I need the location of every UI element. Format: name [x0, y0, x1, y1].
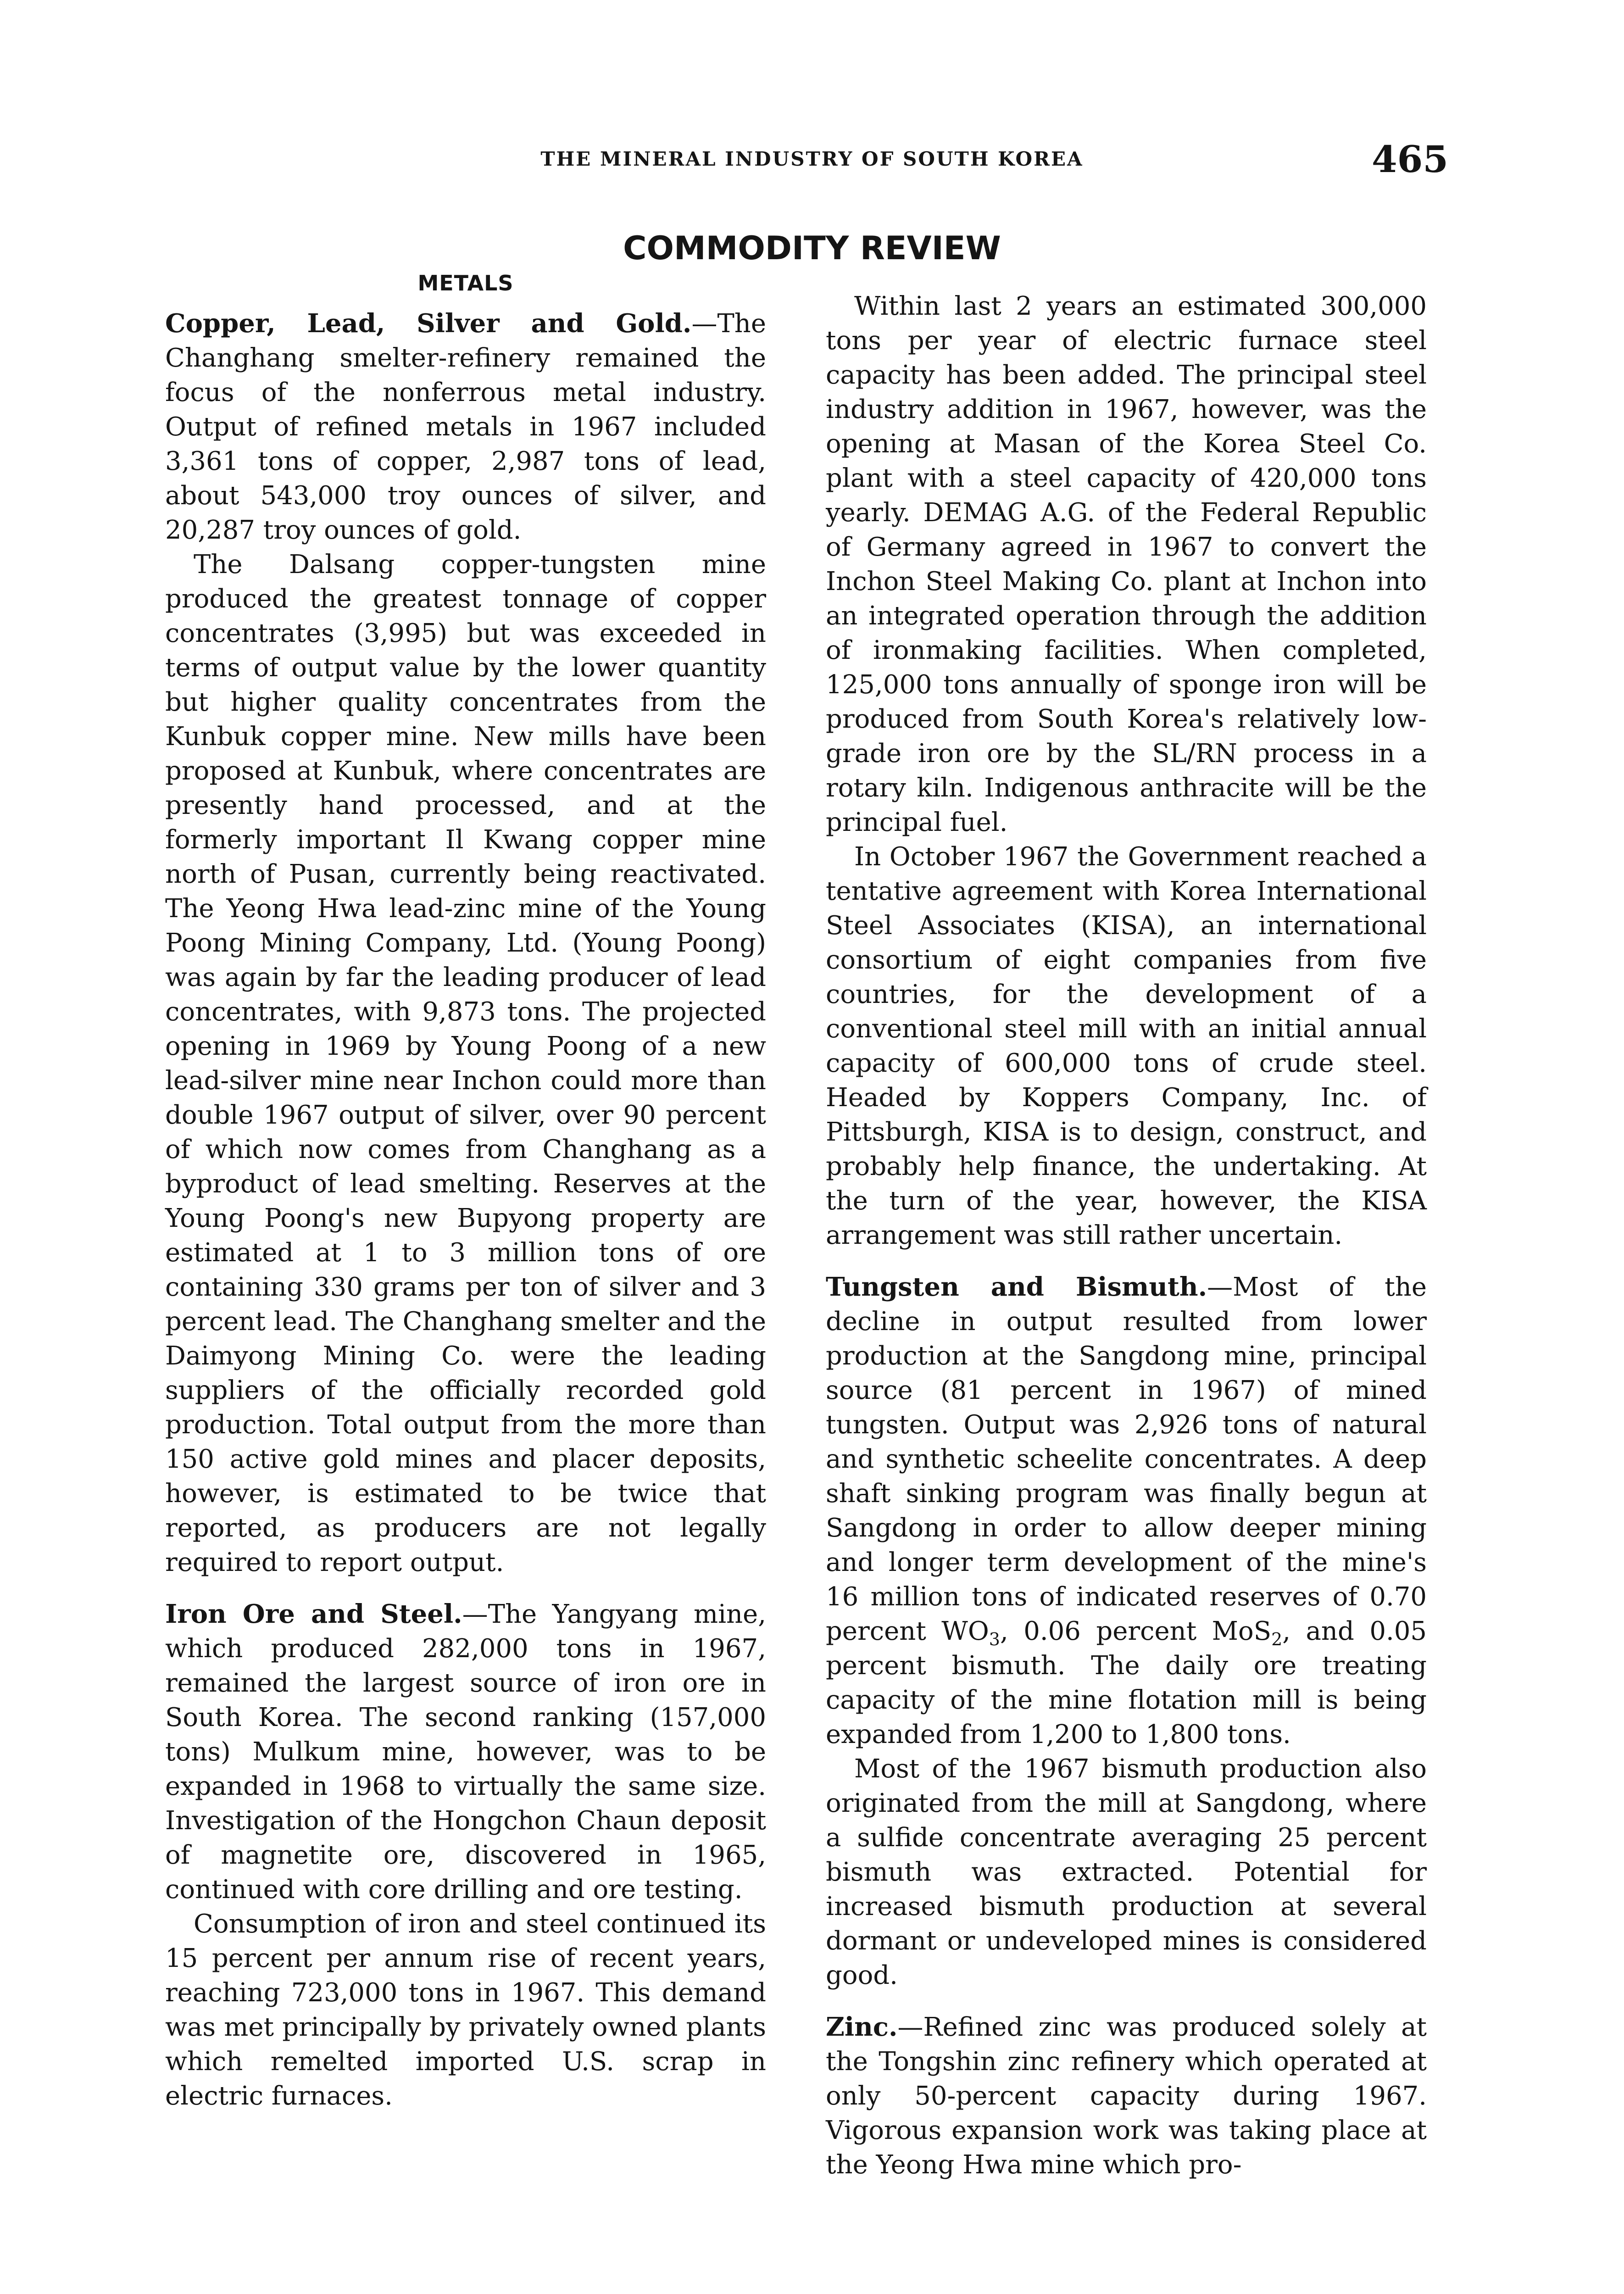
wo3-subscript: 3: [989, 1629, 1000, 1650]
zinc-paragraph: [826, 2010, 1427, 2182]
tungsten-text-b: , 0.06 percent MoS: [1000, 1616, 1272, 1646]
zinc-subhead: Zinc.: [826, 2012, 898, 2042]
kisa-paragraph: In October 1967 the Government reached a tentative agreement with Korea International Steel Associates (KISA), an international consortium of eight companies from five countries, for the development of a conventional steel mill with an initial annual capacity of 600,000 tons of crude steel. Headed by Koppers Company, Inc. of Pittsburgh, KISA is to design, construct, and probably help finance, the undertaking. At the turn of the year, however, the KISA arrangement was still rather uncertain.: [826, 842, 1427, 1250]
dalsang-paragraph: The Dalsang copper-tungsten mine produced the greatest tonnage of copper concentrates (3,995) but was exceeded in terms of output value by the lower quantity but higher quality concentrates from the Kunbuk copper mine. New mills have been proposed at Kunbuk, where concentrates are presently hand processed, and at the formerly important Il Kwang copper mine north of Pusan, currently being reactivated. The Yeong Hwa lead-zinc mine of the Young Poong Mining Company, Ltd. (Young Poong) was again by far the leading producer of lead concentrates, with 9,873 tons. The projected opening in 1969 by Young Poong of a new lead-silver mine near Inchon could more than double 1967 output of silver, over 90 percent of which now comes from Changhang as a byproduct of lead smelting. Reserves at the Young Poong's new Bupyong property are estimated at 1 to 3 million tons of ore containing 330 grams per ton of silver and 3 percent lead. The Changhang smelter and the Daimyong Mining Co. were the leading suppliers of the officially recorded gold production. Total output from the more than 150 active gold mines and placer deposits, however, is estimated to be twice that reported, as producers are not legally required to report output.: [165, 550, 766, 1577]
electric-furnace-paragraph: Within last 2 years an estimated 300,000 tons per year of electric furnace steel capacity has been added. The principal steel industry addition in 1967, however, was the opening at Masan of the Korea Steel Co. plant with a steel capacity of 420,000 tons yearly. DEMAG A.G. of the Federal Republic of Germany agreed in 1967 to convert the Inchon Steel Making Co. plant at Inchon into an integrated operation through the addition of ironmaking facilities. When completed, 125,000 tons annually of sponge iron will be produced from South Korea's relatively low-grade iron ore by the SL/RN process in a rotary kiln. Indigenous anthracite will be the principal fuel.: [826, 291, 1427, 837]
section-title: COMMODITY REVIEW: [623, 229, 1001, 267]
iron-ore-steel-subhead: Iron Ore and Steel.: [165, 1599, 462, 1629]
tungsten-bismuth-subhead: Tungsten and Bismuth.: [826, 1272, 1207, 1302]
consumption-paragraph: Consumption of iron and steel continued its 15 percent per annum rise of recent years, reaching 723,000 tons in 1967. This demand was met principally by privately owned plants which remelted imported U.S. scrap in electric furnaces.: [165, 1909, 766, 2111]
copper-paragraph-text: —The Changhang smelter-refinery remained the focus of the nonferrous metal industry. Output of refined metals in 1967 included 3,361 tons of copper, 2,987 tons of lead, about 543,000 troy ounces of silver, and 20,287 troy ounces of gold.: [165, 309, 766, 545]
iron-ore-steel-paragraph: [165, 1597, 766, 1907]
left-column: [165, 271, 766, 2113]
zinc-paragraph-text: —Refined zinc was produced solely at the Tongshin zinc refinery which operated at only 50-percent capacity during 1967. Vigorous expansion work was taking place at the Yeong Hwa mine which pro-: [826, 2012, 1427, 2180]
tungsten-text-c: , and 0.05 percent bismuth. The daily ore treating capacity of the mine flotation mill is being expanded from 1,200 to 1,800 tons.: [826, 1616, 1427, 1749]
copper-lead-silver-gold-subhead: Copper, Lead, Silver and Gold.: [165, 308, 692, 339]
page-number: 465: [1372, 138, 1448, 181]
tungsten-text-a: —Most of the decline in output resulted from lower production at the Sangdong mine, principal source (81 percent in 1967) of mined tungsten. Output was 2,926 tons of natural and synthetic scheelite concentrates. A deep shaft sinking program was finally begun at Sangdong in order to allow deeper mining and longer term development of the mine's 16 million tons of indicated reserves of 0.70 percent WO: [826, 1272, 1427, 1646]
right-column: [826, 289, 1427, 2182]
copper-lead-silver-gold-paragraph: [165, 306, 766, 547]
running-head: THE MINERAL INDUSTRY OF SOUTH KOREA: [540, 148, 1084, 170]
tungsten-bismuth-paragraph: [826, 1270, 1427, 1752]
iron-paragraph-text: —The Yangyang mine, which produced 282,000 tons in 1967, remained the largest source of iron ore in South Korea. The second ranking (157,000 tons) Mulkum mine, however, was to be expanded in 1968 to virtually the same size. Investigation of the Hongchon Chaun deposit of magnetite ore, discovered in 1965, continued with core drilling and ore testing.: [165, 1599, 766, 1904]
bismuth-paragraph: Most of the 1967 bismuth production also originated from the mill at Sangdong, where a sulfide concentrate averaging 25 percent bismuth was extracted. Potential for increased bismuth production at several dormant or undeveloped mines is considered good.: [826, 1754, 1427, 1990]
mos2-subscript: 2: [1271, 1629, 1283, 1650]
metals-heading: METALS: [417, 271, 514, 295]
